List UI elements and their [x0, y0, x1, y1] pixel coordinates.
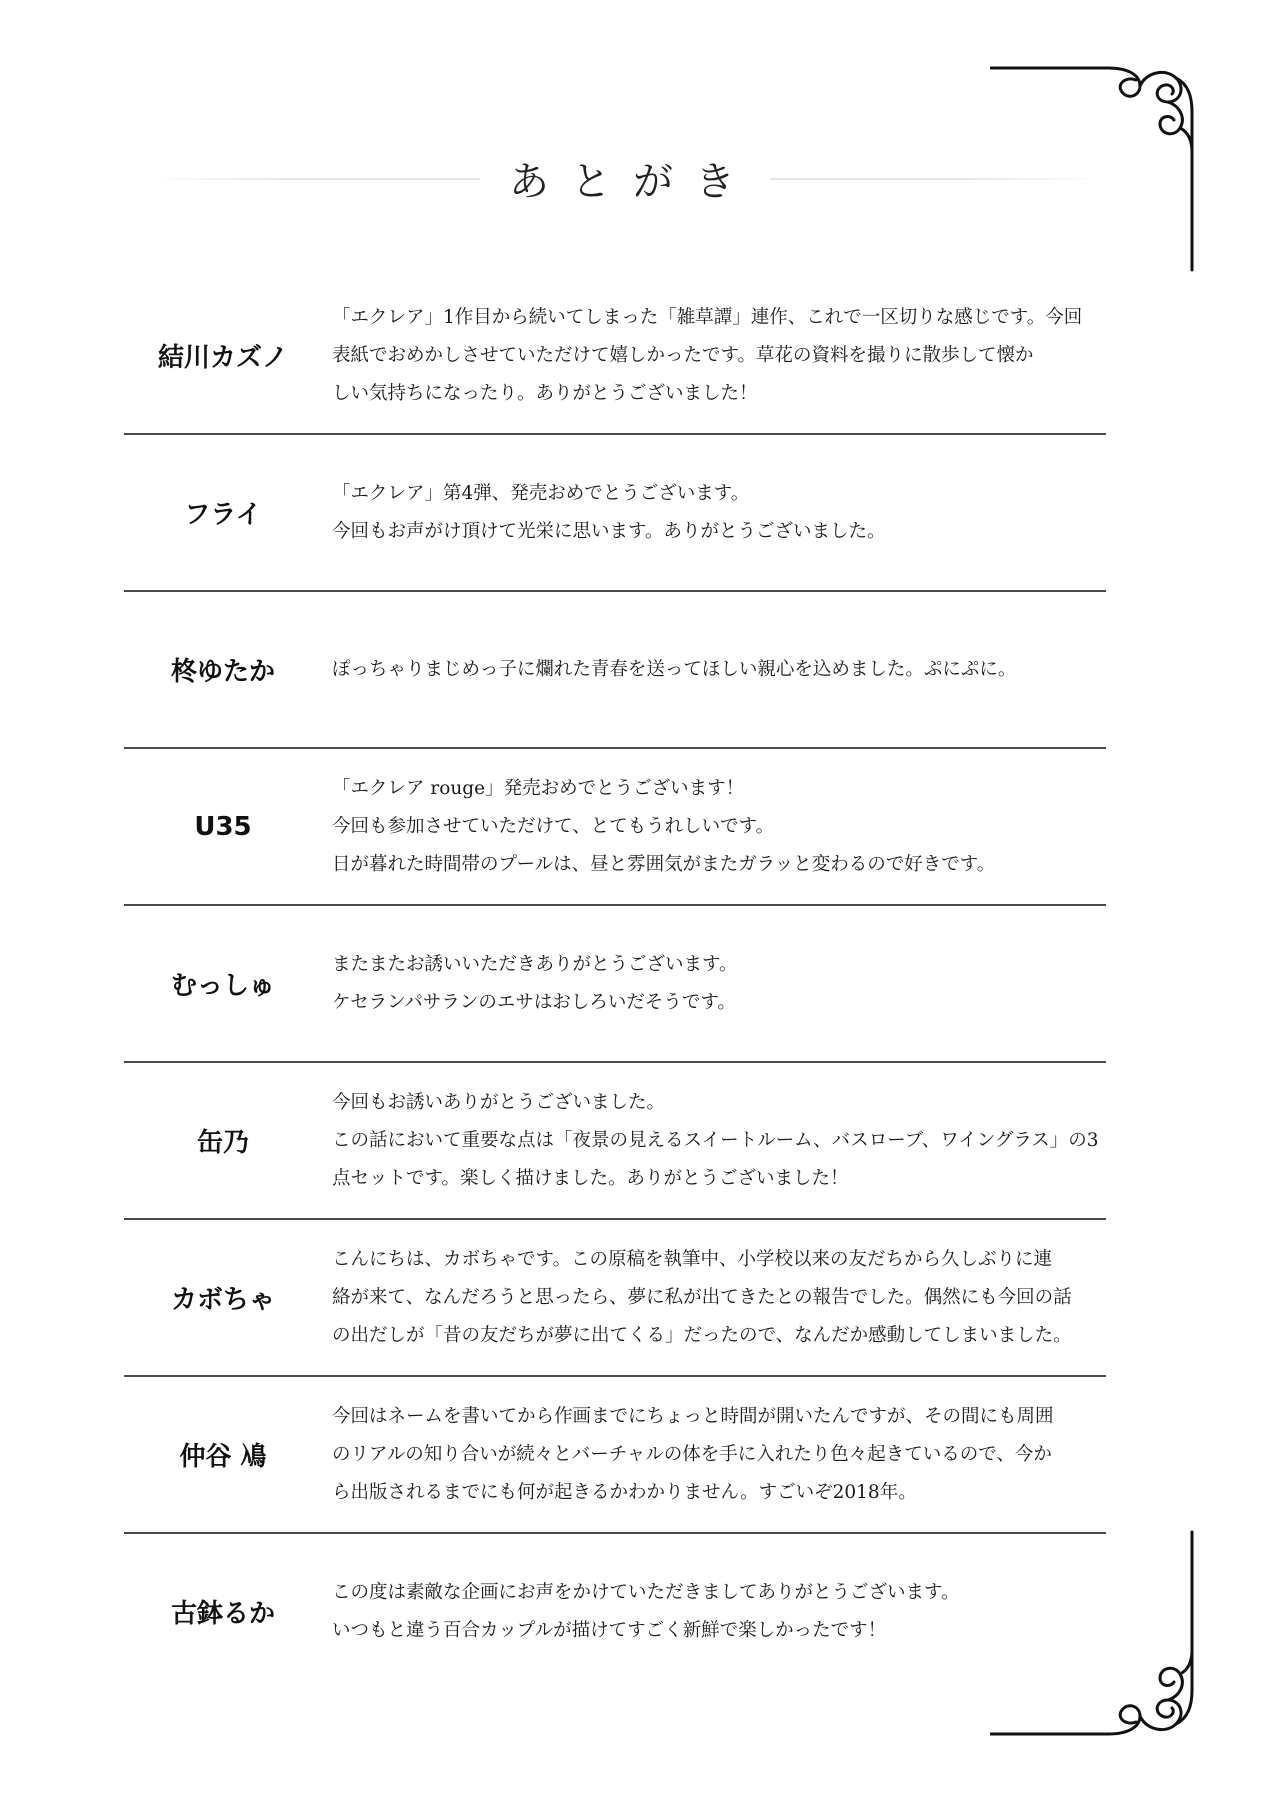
afterword-entry: [124, 1377, 1106, 1534]
message-line: いつもと違う百合カップルが描けてすごく新鮮で楽しかったです！: [332, 1619, 887, 1641]
afterword-entry: [124, 749, 1106, 906]
afterword-entry: [124, 435, 1106, 592]
author-message: [332, 906, 1132, 1061]
author-name: 古鉢るか: [170, 1599, 275, 1629]
afterword-entry: [124, 1063, 1106, 1220]
afterword-entry: [124, 1534, 1106, 1691]
message-line: ケセランパサランのエサはおしろいだそうです。: [332, 991, 736, 1013]
author-name: U35: [194, 811, 252, 842]
message-line: ぽっちゃりまじめっ子に爛れた青春を送ってほしい親心を込めました。ぷにぷに。: [332, 658, 1017, 680]
author-name: 柊ゆたか: [170, 657, 275, 687]
message-line: 「エクレア」1作目から続いてしまった「雑草譚」連作、これで一区切りな感じです。今回: [332, 306, 1083, 328]
title-rule-right: [770, 178, 1100, 180]
message-line: 「エクレア rouge」発売おめでとうございます！: [332, 777, 745, 799]
author-message: [332, 749, 1132, 904]
author-message: [332, 1220, 1132, 1375]
message-line: の出だしが「昔の友だちが夢に出てくる」だったので、なんだか感動してしまいました。: [332, 1324, 1072, 1346]
author-name: 仲谷 鳰: [179, 1442, 267, 1472]
afterword-list: [124, 278, 1106, 1691]
author-message: [332, 1377, 1132, 1532]
author-message: [332, 1063, 1132, 1218]
afterword-entry: [124, 592, 1106, 749]
author-name: 結川カズノ: [157, 343, 288, 373]
message-line: しい気持ちになったり。ありがとうございました！: [332, 382, 758, 404]
author-name: むっしゅ: [170, 971, 275, 1001]
author-name: 缶乃: [196, 1128, 249, 1158]
message-line: のリアルの知り合いが続々とバーチャルの体を手に入れたり色々起きているので、今か: [332, 1443, 1052, 1465]
message-line: この度は素敵な企画にお声をかけていただきましてありがとうございます。: [332, 1581, 960, 1603]
page-title: あとがき: [509, 159, 757, 205]
author-message: [332, 278, 1132, 433]
message-line: こんにちは、カボちゃです。この原稿を執筆中、小学校以来の友だちから久しぶりに連: [332, 1248, 1053, 1270]
message-line: 「エクレア」第4弾、発売おめでとうございます。: [332, 482, 750, 504]
corner-ornament-bottom-icon: [990, 1530, 1200, 1740]
message-line: 今回はネームを書いてから作画までにちょっと時間が開いたんですが、その間にも周囲: [332, 1405, 1054, 1427]
message-line: 今回もお声がけ頂けて光栄に思います。ありがとうございました。: [332, 520, 886, 542]
message-line: 絡が来て、なんだろうと思ったら、夢に私が出てきたとの報告でした。偶然にも今回の話: [332, 1286, 1072, 1308]
author-name: カボちゃ: [170, 1285, 275, 1315]
author-message: [332, 592, 1132, 747]
message-line: 表紙でおめかしさせていただけて嬉しかったです。草花の資料を撮りに散歩して懐か: [332, 344, 1034, 366]
afterword-entry: [124, 1220, 1106, 1377]
corner-ornament-top-icon: [990, 62, 1200, 272]
message-line: 今回も参加させていただけて、とてもうれしいです。: [332, 815, 775, 837]
title-rule-left: [150, 178, 480, 180]
message-line: 点セットです。楽しく描けました。ありがとうございました！: [332, 1167, 849, 1189]
author-name: フライ: [184, 500, 262, 530]
message-line: ら出版されるまでにも何が起きるかわかりません。すごいぞ2018年。: [332, 1481, 917, 1503]
message-line: またまたお誘いいただきありがとうございます。: [332, 953, 738, 975]
message-line: 日が暮れた時間帯のプールは、昼と雰囲気がまたガラッと変わるので好きです。: [332, 853, 996, 875]
afterword-entry: [124, 906, 1106, 1063]
message-line: 今回もお誘いありがとうございました。: [332, 1091, 666, 1113]
afterword-entry: [124, 278, 1106, 435]
author-message: [332, 435, 1132, 590]
message-line: この話において重要な点は「夜景の見えるスイートルーム、バスローブ、ワイングラス」の3: [332, 1129, 1099, 1151]
